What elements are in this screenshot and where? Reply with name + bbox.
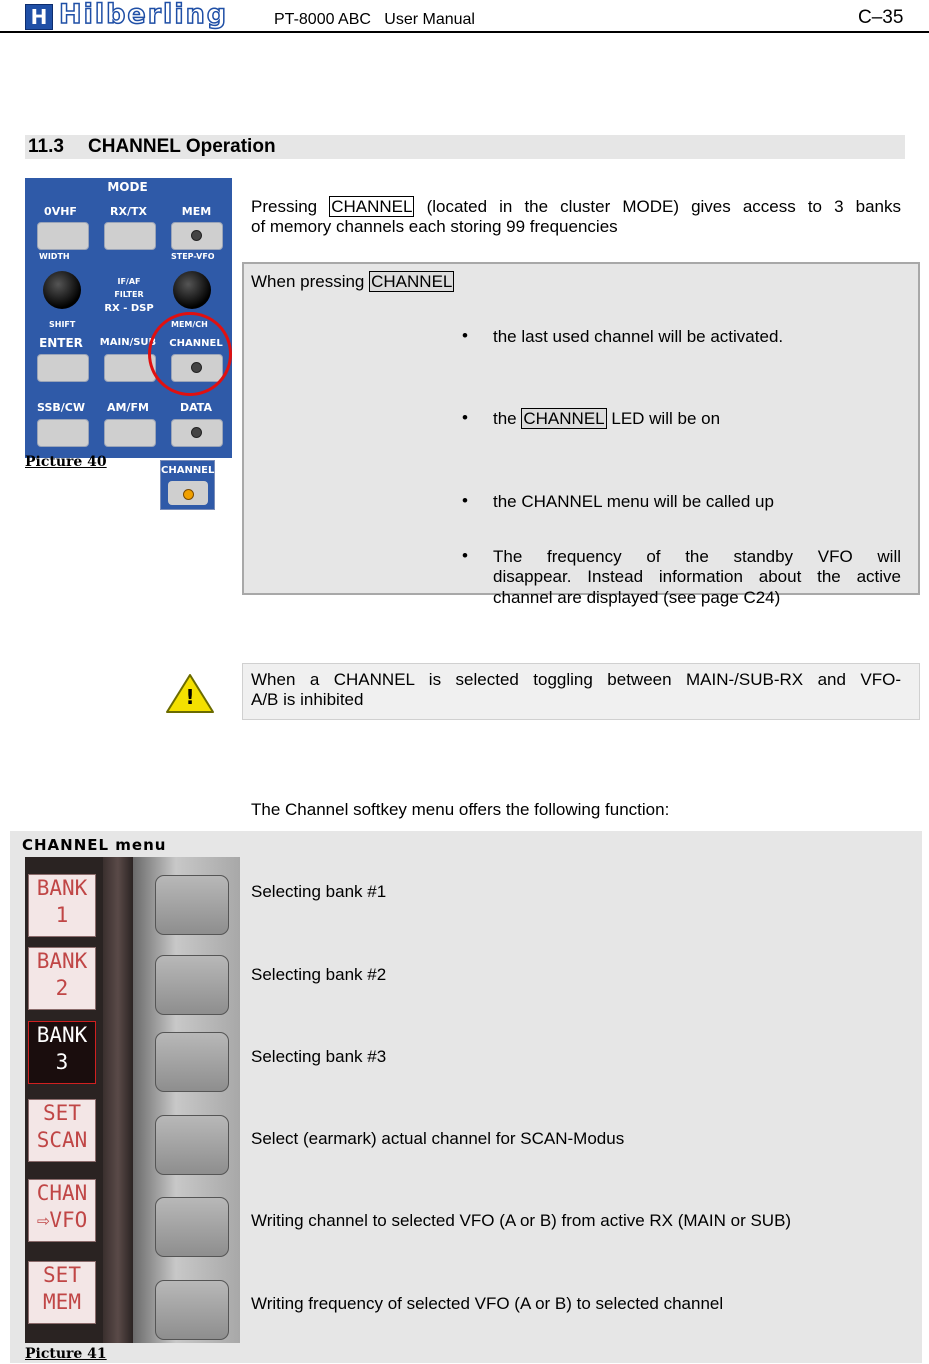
panel-rxtx-label: RX/TX (110, 205, 147, 218)
panel-filter-line2: FILTER (114, 290, 144, 299)
panel-memch-label: MEM/CH (171, 320, 208, 329)
intro-post: (located in the cluster MODE) gives access to 3 banks (426, 197, 901, 216)
bullet-2-text (493, 409, 720, 429)
panel-step-label: STEP-VFO (171, 252, 215, 261)
panel-enter-label: ENTER (39, 336, 83, 350)
page-number: C–35 (858, 7, 904, 28)
picture-40-caption: Picture 40 (25, 454, 107, 470)
logo (25, 2, 230, 30)
lcd-set-scan-line2: SCAN (36, 1128, 88, 1152)
menu-desc-bank-2: Selecting bank #2 (251, 965, 387, 984)
menu-desc-chan-vfo: Writing channel to selected VFO (A or B) from active RX (MAIN or SUB) (251, 1211, 792, 1230)
intro-pre: Pressing (251, 197, 318, 216)
bullet-4-line1: The frequency of the standby VFO will (493, 547, 901, 566)
panel-filter-line1: IF/AF (117, 277, 141, 286)
softkey-picture (25, 857, 240, 1343)
channel-button-picture (160, 460, 215, 510)
lcd-set-mem-line2: MEM (43, 1290, 81, 1314)
channel-button-label: CHANNEL (161, 465, 215, 476)
panel-mem-label: MEM (181, 205, 212, 218)
box1-lead-pre: When pressing (251, 272, 365, 291)
lcd-bank-1 (28, 874, 96, 937)
warning-line1: When a CHANNEL is selected toggling between MAIN-/SUB-RX and VFO- (251, 670, 901, 689)
lcd-chan-vfo (28, 1179, 96, 1242)
softkey-3 (155, 1032, 229, 1092)
bullet-1-text: the last used channel will be activated. (493, 327, 784, 346)
lcd-bank-3 (28, 1021, 96, 1084)
softkey-2 (155, 955, 229, 1015)
panel-step-knob (173, 271, 211, 309)
highlight-circle (148, 312, 232, 396)
intro-channel-key: CHANNEL (331, 197, 413, 216)
lcd-bank-3-line1: BANK (36, 1023, 88, 1047)
lcd-chan-vfo-line1: CHAN (36, 1181, 88, 1205)
lcd-bank-3-line2: 3 (55, 1050, 69, 1074)
panel-filter-line3: RX - DSP (104, 303, 154, 314)
warning-line2: A/B is inhibited (251, 690, 364, 709)
panel-data-label: DATA (180, 401, 212, 414)
intro-line2: of memory channels each storing 99 frequencies (251, 217, 618, 236)
menu-desc-bank-1: Selecting bank #1 (251, 882, 387, 901)
panel-0vhf-button (37, 222, 89, 250)
panel-0vhf-label: 0VHF (44, 205, 77, 218)
panel-data-led (191, 427, 202, 438)
bullet-2-post: LED will be on (611, 409, 721, 428)
logo-mark: H (25, 4, 53, 30)
warning-symbol: ! (185, 685, 195, 709)
softkey-5 (155, 1197, 229, 1257)
box1-channel-key: CHANNEL (371, 272, 453, 291)
manual-title: PT-8000 ABC User Manual (274, 11, 475, 28)
lcd-bank-1-line1: BANK (36, 876, 88, 900)
lcd-set-mem-line1: SET (43, 1263, 81, 1287)
channel-menu-title: CHANNEL menu (22, 836, 167, 854)
header-rule (0, 31, 929, 33)
softkey-4 (155, 1115, 229, 1175)
picture-41-caption: Picture 41 (25, 1346, 107, 1362)
menu-intro: The Channel softkey menu offers the following function: (251, 800, 670, 819)
bullet-1-symbol: • (462, 326, 468, 345)
bullet-2-channel-key: CHANNEL (523, 409, 605, 428)
lcd-bank-2-line1: BANK (36, 949, 88, 973)
panel-amfm-button (104, 419, 156, 447)
softkey-1 (155, 875, 229, 935)
lcd-bank-2 (28, 947, 96, 1010)
panel-width-label: WIDTH (39, 252, 70, 261)
panel-amfm-label: AM/FM (107, 401, 149, 414)
panel-rxtx-button (104, 222, 156, 250)
menu-desc-set-mem: Writing frequency of selected VFO (A or B) to selected channel (251, 1294, 724, 1313)
panel-shift-label: SHIFT (49, 320, 76, 329)
panel-mode-label: MODE (107, 180, 148, 194)
box1-lead (251, 272, 454, 292)
bullet-3-text: the CHANNEL menu will be called up (493, 492, 774, 511)
lcd-chan-vfo-line2: ⇨VFO (36, 1208, 88, 1232)
bullet-3-symbol: • (462, 491, 468, 510)
panel-ssbcw-button (37, 419, 89, 447)
softkey-6 (155, 1280, 229, 1340)
lcd-set-scan (28, 1099, 96, 1162)
lcd-set-scan-line1: SET (43, 1101, 81, 1125)
bullet-4-symbol: • (462, 546, 468, 565)
bullet-2-symbol: • (462, 408, 468, 427)
bullet-2-pre: the (493, 409, 517, 428)
panel-width-knob (43, 271, 81, 309)
channel-button-led (183, 489, 194, 500)
section-number: 11.3 (28, 136, 64, 157)
bullet-4-line2: disappear. Instead information about the active (493, 567, 901, 586)
panel-mainsub-label: MAIN/SUB (99, 337, 157, 348)
warning-icon (164, 672, 216, 716)
section-title: CHANNEL Operation (88, 136, 276, 157)
intro-line1 (251, 197, 901, 217)
lcd-bank-2-line2: 2 (55, 976, 69, 1000)
bullet-4-line3: channel are displayed (see page C24) (493, 588, 781, 607)
logo-text: Hilberling (59, 0, 229, 30)
lcd-bank-1-line2: 1 (55, 903, 69, 927)
panel-mem-led (191, 230, 202, 241)
menu-desc-set-scan: Select (earmark) actual channel for SCAN-Modus (251, 1129, 625, 1148)
panel-ssbcw-label: SSB/CW (37, 401, 85, 414)
softkey-bezel (103, 857, 133, 1343)
panel-enter-button (37, 354, 89, 382)
menu-desc-bank-3: Selecting bank #3 (251, 1047, 387, 1066)
lcd-set-mem (28, 1261, 96, 1324)
panel-channel-label: CHANNEL (169, 338, 223, 349)
